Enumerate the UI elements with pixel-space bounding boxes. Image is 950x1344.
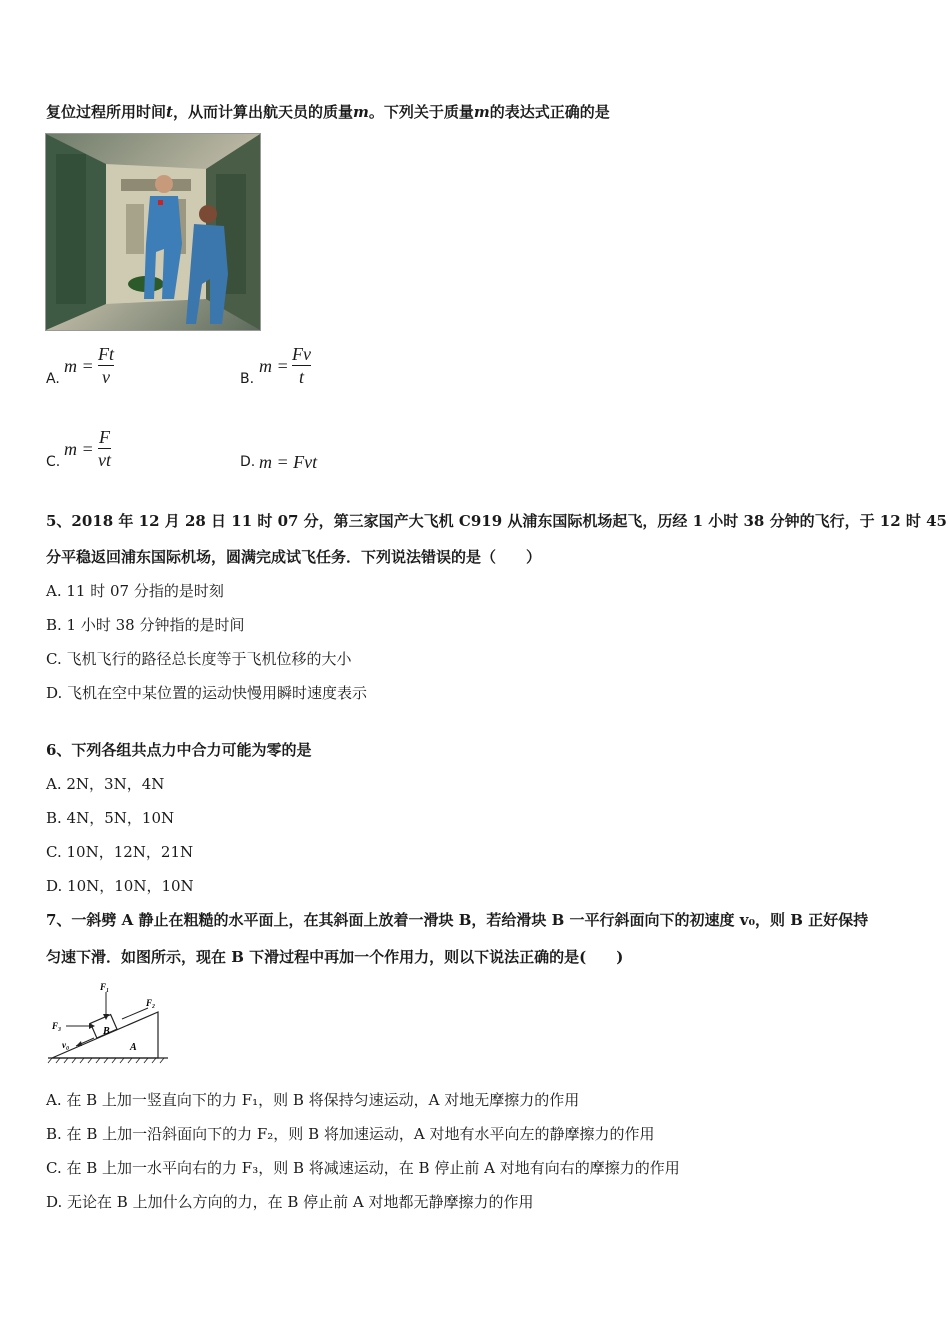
q7-option-c: C. 在 B 上加一水平向右的力 F₃，则 B 将减速运动，在 B 停止前 A 对地有向右的摩擦力的作用 bbox=[46, 1159, 680, 1177]
q6-option-d: D. 10N，10N，10N bbox=[46, 877, 194, 895]
q5-option-c: C. 飞机飞行的路径总长度等于飞机位移的大小 bbox=[46, 650, 352, 668]
q6-option-a: A. 2N，3N，4N bbox=[46, 775, 165, 793]
q6-stem: 6、下列各组共点力中合力可能为零的是 bbox=[46, 741, 312, 759]
q4-var-t: t bbox=[166, 103, 173, 121]
q5-option-a: A. 11 时 07 分指的是时刻 bbox=[46, 582, 224, 600]
f1-label: F₁ bbox=[100, 982, 110, 992]
q7-option-a: A. 在 B 上加一竖直向下的力 F₁，则 B 将保持匀速运动，A 对地无摩擦力的作用 bbox=[46, 1091, 580, 1109]
q4-option-b-den: t bbox=[298, 367, 304, 387]
q7-option-b: B. 在 B 上加一沿斜面向下的力 F₂，则 B 将加速运动，A 对地有水平向左的静摩擦力的作用 bbox=[46, 1125, 655, 1143]
v0-arrowhead bbox=[76, 1041, 82, 1046]
q4-var-m2: m bbox=[473, 103, 490, 121]
q4-option-c-label: C. bbox=[46, 454, 61, 470]
q4-option-a-fraction bbox=[98, 344, 114, 387]
f2-arrow bbox=[122, 1008, 148, 1019]
q4-option-c-lhs: m = bbox=[64, 439, 94, 459]
q4-option-a-label: A. bbox=[46, 371, 60, 387]
fraction-bar bbox=[98, 365, 114, 366]
astronaut-photo bbox=[45, 133, 261, 331]
q5-option-d: D. 飞机在空中某位置的运动快慢用瞬时速度表示 bbox=[46, 684, 368, 702]
q4-intro-suffix: 的表达式正确的是 bbox=[489, 103, 610, 121]
q4-option-d-label: D. bbox=[240, 454, 256, 470]
q4-option-a-lhs: m = bbox=[64, 356, 94, 376]
q4-option-c-fraction bbox=[98, 427, 111, 470]
q4-intro bbox=[46, 102, 610, 122]
q4-intro-mid2: 。下列关于质量 bbox=[368, 103, 474, 121]
q7-stem-line1: 7、一斜劈 A 静止在粗糙的水平面上，在其斜面上放着一滑块 B，若给滑块 B 一平行斜面向下的初速度 v₀，则 B 正好保持 bbox=[46, 911, 869, 929]
f3-label: F₃ bbox=[52, 1021, 62, 1031]
fraction-bar bbox=[292, 365, 311, 366]
incline-diagram bbox=[46, 978, 176, 1068]
q6-option-c: C. 10N，12N，21N bbox=[46, 843, 194, 861]
q4-option-c-den: vt bbox=[98, 450, 111, 470]
ground-hatching bbox=[48, 1058, 164, 1063]
q5-stem-line2: 分平稳返回浦东国际机场，圆满完成试飞任务．下列说法错误的是（ ） bbox=[46, 548, 542, 566]
q4-option-b-num: Fv bbox=[292, 344, 311, 364]
q4-option-a-num: Ft bbox=[98, 344, 114, 364]
q6-option-b: B. 4N，5N，10N bbox=[46, 809, 175, 827]
q4-var-m: m bbox=[352, 103, 369, 121]
q5-option-b: B. 1 小时 38 分钟指的是时间 bbox=[46, 616, 245, 634]
q4-option-c-num: F bbox=[99, 427, 110, 447]
block-b-label: B bbox=[103, 1026, 110, 1037]
q7-option-d: D. 无论在 B 上加什么方向的力，在 B 停止前 A 对地都无静摩擦力的作用 bbox=[46, 1193, 534, 1211]
q4-option-d-formula: m = Fvt bbox=[259, 452, 318, 472]
q4-option-b-lhs: m = bbox=[259, 356, 289, 376]
q4-option-b-fraction bbox=[292, 344, 311, 387]
v0-label: v₀ bbox=[62, 1040, 70, 1050]
fraction-bar bbox=[98, 448, 111, 449]
q4-option-b-label: B. bbox=[240, 371, 255, 387]
q7-stem-line2: 匀速下滑．如图所示，现在 B 下滑过程中再加一个作用力，则以下说法正确的是( ) bbox=[46, 948, 624, 966]
wedge-a-label: A bbox=[130, 1042, 137, 1053]
q4-intro-mid: ，从而计算出航天员的质量 bbox=[172, 103, 353, 121]
q5-stem-line1: 5、2018 年 12 月 28 日 11 时 07 分，第三家国产大飞机 C919 从浦东国际机场起飞，历经 1 小时 38 分钟的飞行，于 12 时 45 bbox=[46, 512, 947, 530]
q4-option-a-den: v bbox=[102, 367, 110, 387]
f2-label: F₂ bbox=[146, 998, 156, 1008]
q4-intro-prefix: 复位过程所用时间 bbox=[46, 103, 167, 121]
